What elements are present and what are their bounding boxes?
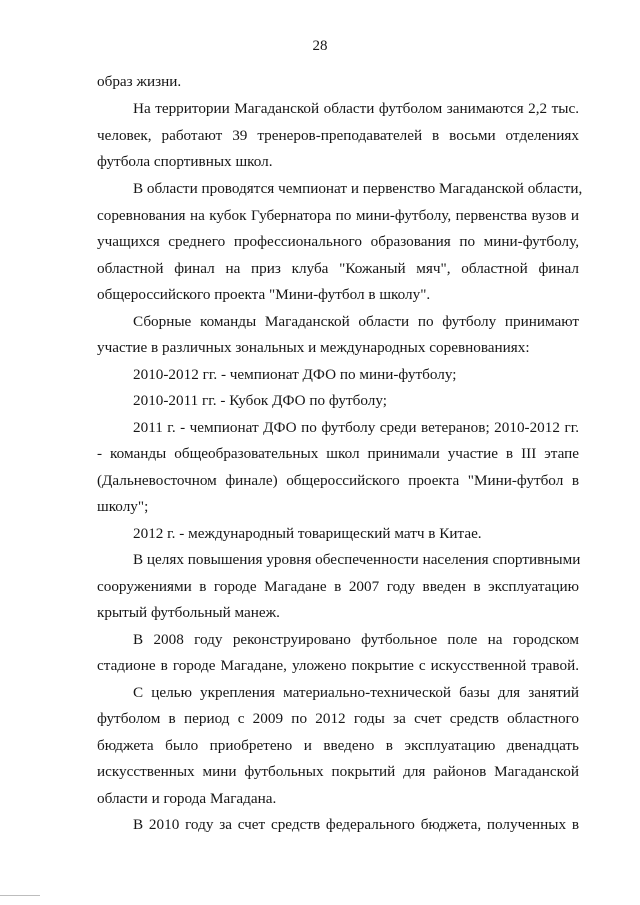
- text-line: человек, работают 39 тренеров-преподавателей в восьми отделениях: [97, 127, 579, 144]
- text-line: искусственных мини футбольных покрытий для районов Магаданской: [97, 763, 579, 780]
- text-line: Сборные команды Магаданской области по футболу принимают: [133, 313, 579, 330]
- text-line: футболом в период с 2009 по 2012 годы за счет средств областного: [97, 710, 579, 727]
- text-line: 2010-2011 гг. - Кубок ДФО по футболу;: [133, 392, 387, 409]
- text-line: стадионе в городе Магадане, уложено покрытие с искусственной травой.: [97, 657, 579, 674]
- text-line: общероссийского проекта "Мини-футбол в школу".: [97, 286, 431, 303]
- text-line: На территории Магаданской области футболом занимаются 2,2 тыс.: [133, 100, 579, 117]
- text-line: С целью укрепления материально-технической базы для занятий: [133, 684, 579, 701]
- text-line: крытый футбольный манеж.: [97, 604, 280, 621]
- text-line: 2011 г. - чемпионат ДФО по футболу среди ветеранов; 2010-2012 гг.: [133, 419, 579, 436]
- text-line: В области проводятся чемпионат и первенство Магаданской области,: [133, 180, 583, 197]
- scan-edge-mark: [0, 895, 40, 896]
- text-line: В 2008 году реконструировано футбольное поле на городском: [133, 631, 579, 648]
- page-number: 28: [312, 38, 328, 54]
- text-line: образ жизни.: [97, 73, 182, 90]
- text-line: участие в различных зональных и международных соревнованиях:: [97, 339, 530, 356]
- text-line: - команды общеобразовательных школ принимали участие в III этапе: [97, 445, 579, 462]
- text-line: сооружениями в городе Магадане в 2007 году введен в эксплуатацию: [97, 578, 579, 595]
- text-line: 2012 г. - международный товарищеский матч в Китае.: [133, 525, 482, 542]
- text-line: областной финал на приз клуба "Кожаный мяч", областной финал: [97, 260, 579, 277]
- text-line: В 2010 году за счет средств федерального бюджета, полученных в: [133, 816, 579, 833]
- text-line: соревнования на кубок Губернатора по мини-футболу, первенства вузов и: [97, 207, 579, 224]
- text-line: (Дальневосточном финале) общероссийского проекта "Мини-футбол в: [97, 472, 579, 489]
- text-line: области и города Магадана.: [97, 790, 277, 807]
- text-line: бюджета было приобретено и введено в эксплуатацию двенадцать: [97, 737, 579, 754]
- text-line: футбола спортивных школ.: [97, 153, 273, 170]
- text-line: школу";: [97, 498, 149, 515]
- text-line: учащихся среднего профессионального образования по мини-футболу,: [97, 233, 579, 250]
- text-line: 2010-2012 гг. - чемпионат ДФО по мини-футболу;: [133, 366, 457, 383]
- text-line: В целях повышения уровня обеспеченности населения спортивными: [133, 551, 581, 568]
